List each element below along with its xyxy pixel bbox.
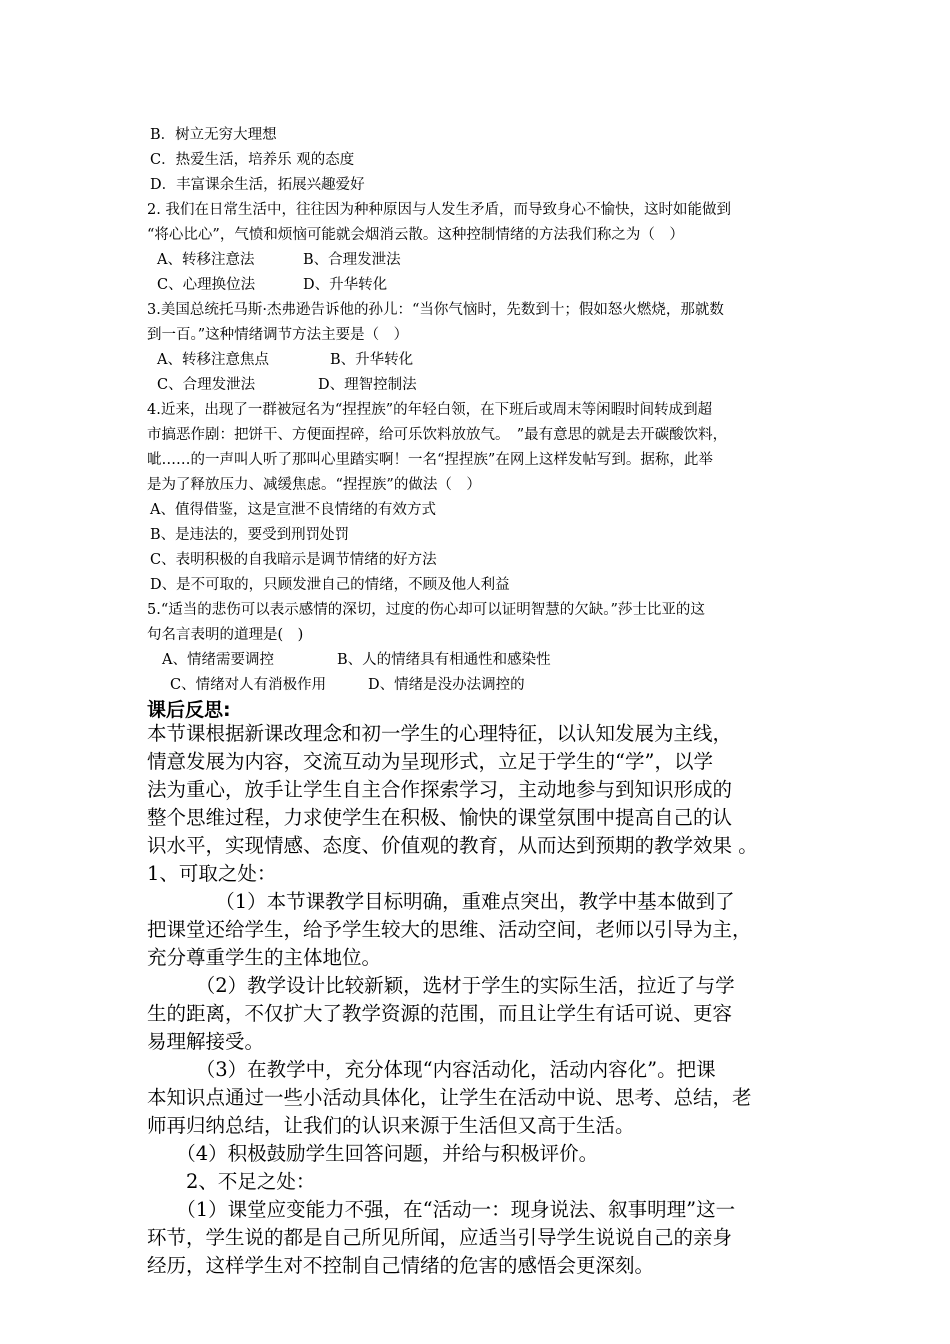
q4-stem-line-1: 4.近来，出现了一群被冠名为“捏捏族”的年轻白领，在下班后或周末等闲暇时间转成到超 bbox=[147, 402, 713, 418]
q4-option-d: D、是不可取的，只顾发泄自己的情绪，不顾及他人利益 bbox=[150, 577, 510, 593]
q2-stem-line-2: “将心比心”，气愤和烦恼可能就会烟消云散。这种控制情绪的方法我们称之为（ ） bbox=[147, 227, 684, 243]
q4-option-a: A、值得借鉴，这是宣泄不良情绪的有效方式 bbox=[150, 502, 436, 518]
q3-stem-line-1: 3.美国总统托马斯·杰弗逊告诉他的孙儿：“当你气恼时，先数到十；假如怒火燃烧，那就数 bbox=[147, 302, 724, 318]
merit-2-line-1: （2）教学设计比较新颖，选材于学生的实际生活，拉近了与学 bbox=[147, 974, 735, 997]
reflection-heading: 课后反思: bbox=[147, 699, 231, 721]
reflection-intro-line-1: 本节课根据新课改理念和初一学生的心理特征，以认知发展为主线， bbox=[147, 722, 733, 745]
q4-stem-line-4: 是为了释放压力、减缓焦虑。“捏捏族”的做法（ ） bbox=[147, 477, 481, 493]
q5-option-a: A、情绪需要调控 bbox=[162, 652, 274, 668]
q2-stem-line-1: 2. 我们在日常生活中，往往因为种种原因与人发生矛盾，而导致身心不愉快，这时如能做到 bbox=[147, 202, 731, 218]
q5-option-b: B、人的情绪具有相通性和感染性 bbox=[337, 652, 551, 668]
merit-3-line-2: 本知识点通过一些小活动具体化，让学生在活动中说、思考、总结，老 bbox=[147, 1086, 752, 1109]
merit-3-line-3: 师再归纳总结，让我们的认识来源于生活但又高于生活。 bbox=[147, 1114, 635, 1137]
q2-option-a: A、转移注意法 bbox=[157, 252, 255, 268]
q1-option-c: C．热爱生活，培养乐 观的态度 bbox=[150, 152, 355, 168]
merit-1-line-2: 把课堂还给学生，给予学生较大的思维、活动空间，老师以引导为主， bbox=[147, 918, 752, 941]
q3-option-b: B、升华转化 bbox=[330, 352, 414, 368]
q5-option-d: D、情绪是没办法调控的 bbox=[368, 677, 525, 693]
q5-stem-line-1: 5.“适当的悲伤可以表示感情的深切，过度的伤心却可以证明智慧的欠缺。”莎士比亚的这 bbox=[147, 602, 705, 618]
shortcoming-1-line-1: （1）课堂应变能力不强，在“活动一：现身说法、叙事明理”这一 bbox=[147, 1198, 736, 1221]
merits-title: 1、可取之处： bbox=[147, 862, 277, 885]
q4-stem-line-2: 市搞恶作剧：把饼干、方便面捏碎，给可乐饮料放放气。 ”最有意思的就是去开碳酸饮料， bbox=[147, 427, 728, 443]
q4-stem-line-3: 呲……的一声叫人听了那叫心里踏实啊！一名“捏捏族”在网上这样发帖写到。据称，此举 bbox=[147, 452, 713, 468]
q3-option-c: C、合理发泄法 bbox=[157, 377, 256, 393]
reflection-intro-line-2: 情意发展为内容，交流互动为呈现形式，立足于学生的“学”，以学 bbox=[147, 750, 713, 773]
shortcomings-title: 2、不足之处： bbox=[147, 1170, 316, 1193]
reflection-intro-line-5: 识水平，实现情感、态度、价值观的教育，从而达到预期的教学效果 。 bbox=[147, 834, 758, 857]
merit-2-line-3: 易理解接受。 bbox=[147, 1030, 265, 1053]
q2-option-c: C、心理换位法 bbox=[157, 277, 256, 293]
q3-option-d: D、理智控制法 bbox=[318, 377, 417, 393]
q4-option-c: C、表明积极的自我暗示是调节情绪的好方法 bbox=[150, 552, 437, 568]
reflection-intro-line-3: 法为重心，放手让学生自主合作探索学习，主动地参与到知识形成的 bbox=[147, 778, 733, 801]
q3-stem-line-2: 到一百。”这种情绪调节方法主要是（ ） bbox=[147, 327, 409, 343]
q5-option-c: C、情绪对人有消极作用 bbox=[170, 677, 327, 693]
merit-3-line-1: （3）在教学中，充分体现“内容活动化，活动内容化”。把课 bbox=[147, 1058, 716, 1081]
q1-option-b: B．树立无穷大理想 bbox=[150, 127, 277, 143]
merit-4: （4）积极鼓励学生回答问题，并给与积极评价。 bbox=[147, 1142, 599, 1165]
q1-option-d: D．丰富课余生活，拓展兴趣爱好 bbox=[150, 177, 365, 193]
shortcoming-1-line-3: 经历，这样学生对不控制自己情绪的危害的感悟会更深刻。 bbox=[147, 1254, 655, 1277]
reflection-intro-line-4: 整个思维过程，力求使学生在积极、愉快的课堂氛围中提高自己的认 bbox=[147, 806, 733, 829]
q4-option-b: B、是违法的，要受到刑罚处罚 bbox=[150, 527, 350, 543]
q2-option-b: B、合理发泄法 bbox=[303, 252, 401, 268]
q3-option-a: A、转移注意焦点 bbox=[157, 352, 269, 368]
q5-stem-line-2: 句名言表明的道理是( ) bbox=[147, 627, 304, 643]
shortcoming-1-line-2: 环节，学生说的都是自己所见所闻，应适当引导学生说说自己的亲身 bbox=[147, 1226, 733, 1249]
merit-1-line-3: 充分尊重学生的主体地位。 bbox=[147, 946, 382, 969]
q2-option-d: D、升华转化 bbox=[303, 277, 388, 293]
merit-1-line-1: （1）本节课教学目标明确，重难点突出，教学中基本做到了 bbox=[147, 890, 735, 913]
merit-2-line-2: 生的距离，不仅扩大了教学资源的范围，而且让学生有话可说、更容 bbox=[147, 1002, 733, 1025]
